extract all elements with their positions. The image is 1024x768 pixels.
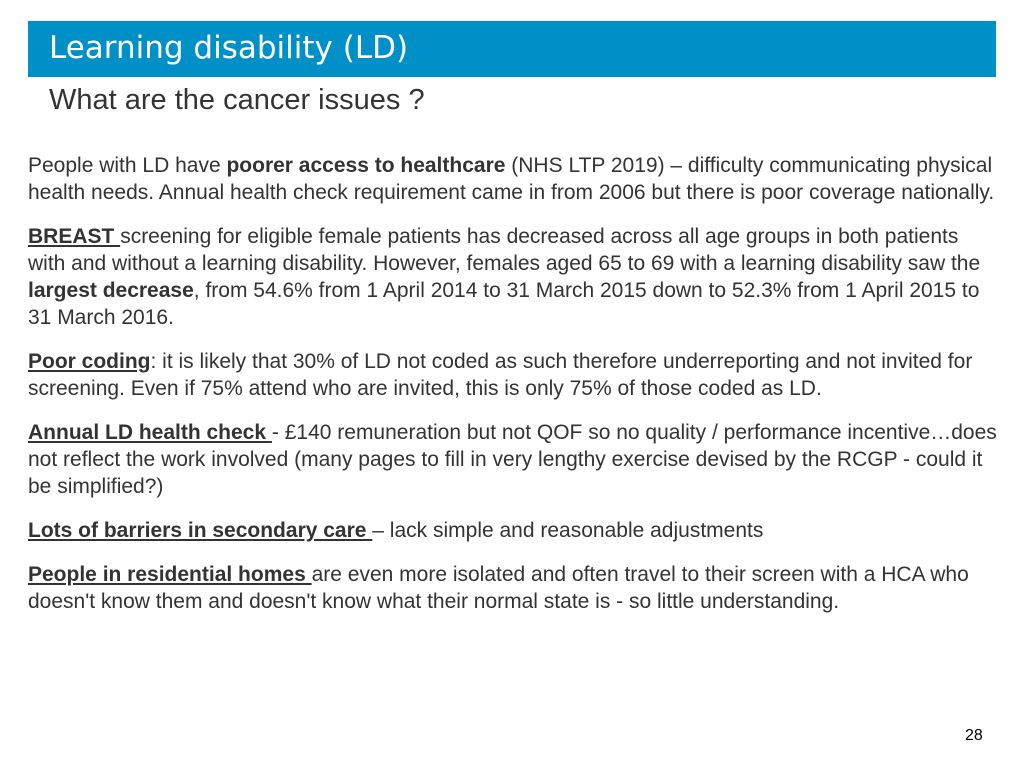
paragraph-heading: Poor coding <box>28 350 151 373</box>
paragraph-heading: BREAST <box>28 225 121 248</box>
paragraph-text: : it is likely that 30% of LD not coded as such therefore underreporting and not invited for screening. Even if 75% attend who are invited, this is only 75% of those coded as LD. <box>28 350 973 400</box>
paragraph-barriers <box>28 517 1000 544</box>
paragraph-text: People with LD have <box>28 154 227 177</box>
paragraph-text: are even more isolated and often travel to their screen with a HCA who doesn't know them and doesn't know what their normal state is - so little understanding. <box>28 563 969 613</box>
emphasis-text: largest decrease <box>28 279 194 302</box>
paragraph-text: – lack simple and reasonable adjustments <box>372 519 764 542</box>
title-bar <box>28 21 996 77</box>
paragraph-residential <box>28 561 1000 615</box>
emphasis-text: poorer access to healthcare <box>226 154 506 177</box>
paragraph-breast <box>28 223 1000 331</box>
page-number: 28 <box>965 727 983 744</box>
paragraph-heading: People in residential homes <box>28 563 312 586</box>
paragraph-heading: Lots of barriers in secondary care <box>28 519 373 542</box>
paragraph-text: (NHS LTP 2019) – difficulty communicating physical health needs. Annual health check requirement came in from 2006 but there is poor coverage nationally. <box>28 154 995 204</box>
slide-body <box>28 152 1000 632</box>
paragraph-access <box>28 152 1000 206</box>
paragraph-text: , from 54.6% from 1 April 2014 to 31 March 2015 down to 52.3% from 1 April 2015 to 31 March 2016. <box>28 279 980 329</box>
paragraph-text: screening for eligible female patients has decreased across all age groups in both patients with and without a learning disability. However, females aged 65 to 69 with a learning disability saw the <box>28 225 981 275</box>
paragraph-health-check <box>28 419 1000 500</box>
paragraph-poor-coding <box>28 348 1000 402</box>
paragraph-heading: Annual LD health check <box>28 421 272 444</box>
paragraph-text: - £140 remuneration but not QOF so no quality / performance incentive…does not reflect the work involved (many pages to fill in very lengthy exercise devised by the RCGP - could it be simplified?) <box>28 421 997 498</box>
slide-subtitle: What are the cancer issues ? <box>49 84 425 116</box>
slide-title: Learning disability (LD) <box>49 30 409 66</box>
